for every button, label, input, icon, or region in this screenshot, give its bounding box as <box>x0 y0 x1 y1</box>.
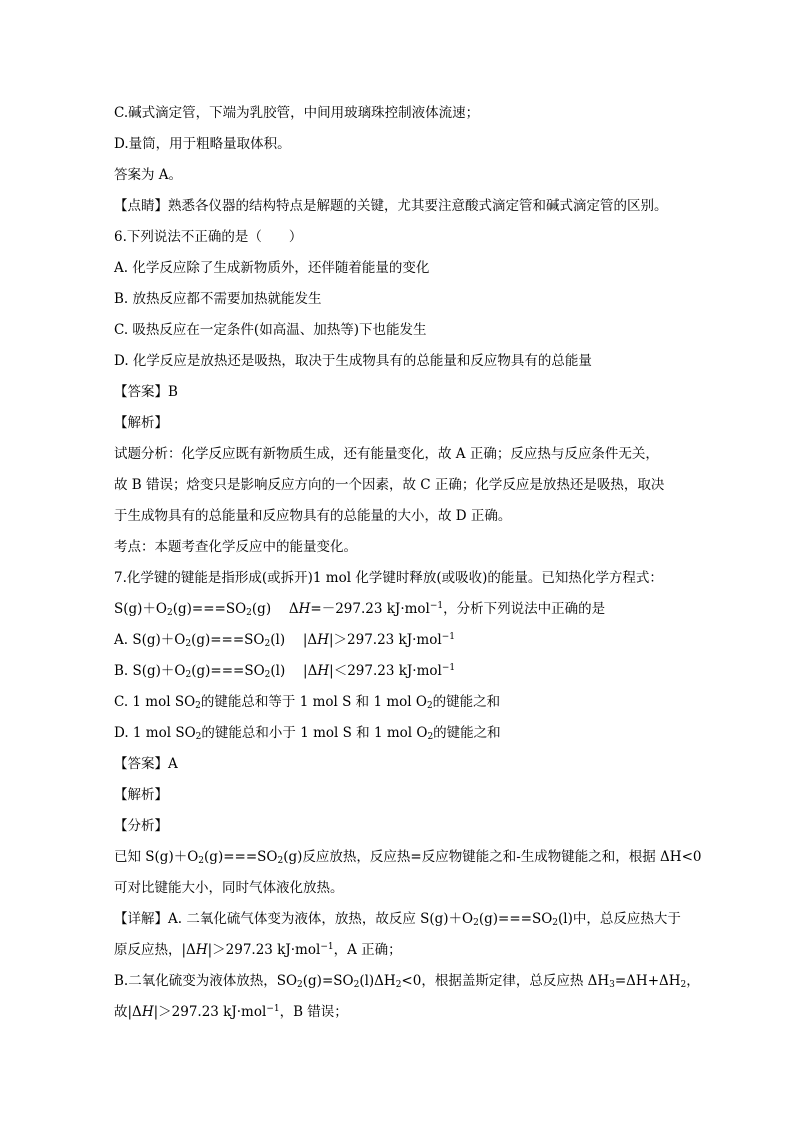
text-line: 试题分析：化学反应既有新物质生成，还有能量变化，故 A 正确；反应热与反应条件无关， <box>114 446 659 462</box>
option-b: B. 放热反应都不需要加热就能发生 <box>114 291 322 307</box>
option-c: C. 吸热反应在一定条件(如高温、加热等)下也能发生 <box>114 322 427 338</box>
question-7-stem: 7.化学键的键能是指形成(或拆开)1 mol 化学键时释放(或吸收)的能量。已知热化学方程式： <box>114 570 663 586</box>
text-line: 原反应热，|ΔH|＞297.23 kJ·mol$^{-1}$，A 正确； <box>114 942 402 958</box>
option-d: D. 化学反应是放热还是吸热，取决于生成物具有的总能量和反应物具有的总能量 <box>114 353 592 369</box>
answer-label: 【答案】B <box>114 384 178 400</box>
analysis-label: 【解析】 <box>114 415 168 431</box>
analysis-label: 【解析】 <box>114 787 168 803</box>
text-line: 【详解】A. 二氧化硫气体变为液体，放热，故反应 $S(g)+O_2(g)===SO_2(l)$中，总反应热大于 <box>114 911 681 928</box>
text-line: 考点：本题考查化学反应中的能量变化。 <box>114 539 357 555</box>
option-a: A. 化学反应除了生成新物质外，还伴随着能量的变化 <box>114 260 430 276</box>
text-line: D.量筒，用于粗略量取体积。 <box>114 136 291 152</box>
text-line: 于生成物具有的总能量和反应物具有的总能量的大小，故 D 正确。 <box>114 508 512 524</box>
answer-label: 【答案】A <box>114 756 178 772</box>
thermo-equation: $S(g)+O_2(g)===SO_2(g)$ ΔH=－297.23 kJ·mol$^{-1}$，分析下列说法中正确的是 <box>114 601 606 618</box>
text-line: B.二氧化硫变为液体放热，$SO_2(g)=SO_2(l)\Delta H_2<0$，根据盖斯定律，总反应热 $\Delta H_3=\Delta H+\Delta H_2$， <box>114 973 700 990</box>
text-line: C.碱式滴定管，下端为乳胶管，中间用玻璃珠控制液体流速； <box>114 105 480 121</box>
text-line: 故|ΔH|＞297.23 kJ·mol$^{-1}$，B 错误； <box>114 1004 348 1020</box>
text-line: 已知 $S(g)+O_2(g)===SO_2(g)$反应放热，反应热=反应物键能之和-生成物键能之和，根据 ΔH<0 <box>114 849 702 866</box>
option-b: B. $S(g)+O_2(g)===SO_2(l)$ |ΔH|＜297.23 kJ·mol$^{-1}$ <box>114 663 456 680</box>
option-d: D. 1 mol $SO_2$的键能总和小于 1 mol S 和 1 mol $O_2$的键能之和 <box>114 725 501 742</box>
text-line: 可对比键能大小，同时气体液化放热。 <box>114 880 344 896</box>
option-a: A. $S(g)+O_2(g)===SO_2(l)$ |ΔH|＞297.23 kJ·mol$^{-1}$ <box>114 632 455 649</box>
option-c: C. 1 mol $SO_2$的键能总和等于 1 mol S 和 1 mol $O_2$的键能之和 <box>114 694 501 711</box>
text-line: 故 B 错误；焓变只是影响反应方向的一个因素，故 C 正确；化学反应是放热还是吸热，取决 <box>114 477 665 493</box>
text-line: 【点睛】熟悉各仪器的结构特点是解题的关键，尤其要注意酸式滴定管和碱式滴定管的区别。 <box>114 198 668 214</box>
analysis-sub-label: 【分析】 <box>114 818 168 834</box>
text-line: 答案为 A。 <box>114 167 183 183</box>
question-6-stem: 6.下列说法不正确的是（ ） <box>114 229 303 245</box>
